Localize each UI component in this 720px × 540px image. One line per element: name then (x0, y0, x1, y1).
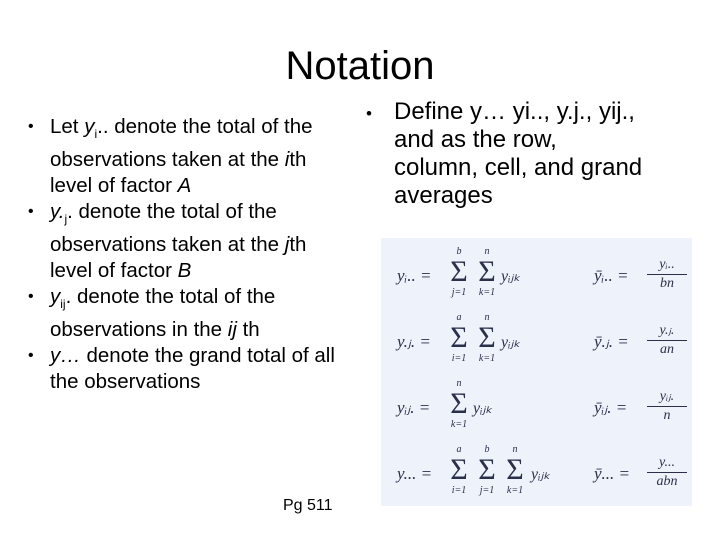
fraction-numerator: yᵢ.. (647, 256, 687, 275)
define-text (366, 98, 706, 210)
sigma-symbol: b Σ j=1 (447, 246, 471, 298)
bullet-dot: • (366, 104, 372, 123)
symbol-dots: . (67, 200, 73, 224)
sigma-upper: n (456, 378, 462, 389)
symbol-y: y. (50, 200, 65, 224)
bullet-row-total (28, 114, 338, 199)
formula-average: ȳᵢ.. = (594, 266, 629, 285)
bullet-text: denote the grand total of all the observations (50, 344, 335, 394)
slide-title: Notation (285, 44, 435, 88)
symbol-subscript: ij (60, 297, 66, 312)
symbol-dots: . (65, 285, 72, 309)
fraction-denominator: bn (660, 276, 674, 291)
sigma-upper: a (456, 444, 462, 455)
sigma-symbol: n Σ k=1 (447, 378, 471, 430)
bullet-text: denote the total of the observations taken at the (50, 115, 313, 172)
formula-fraction (647, 454, 687, 491)
sigma-lower: j=1 (479, 485, 495, 496)
define-line-2: and as the row, (394, 126, 557, 153)
bullet-text-2: th level of factor (50, 148, 307, 198)
fraction-denominator: an (660, 342, 674, 357)
sigma-upper: n (512, 444, 518, 455)
fraction-denominator: abn (656, 474, 678, 489)
formula-lhs: y.ⱼ. = (397, 332, 431, 351)
symbol-dots: .. (97, 115, 109, 138)
define-line-3: column, cell, and grand (394, 154, 643, 181)
index-var: i (284, 148, 290, 172)
define-line-4: averages (394, 182, 493, 209)
symbol-y: y (84, 115, 95, 138)
sigma-lower: k=1 (450, 419, 468, 430)
sigma-lower: i=1 (451, 485, 467, 496)
formula-lhs: y... = (397, 464, 433, 483)
formula-term: yᵢⱼₖ (501, 334, 521, 351)
bullet-grand-total (28, 343, 338, 395)
factor-name: A (177, 174, 192, 198)
symbol-y: y (50, 285, 61, 309)
factor-name: B (177, 259, 192, 283)
bullet-column-total (28, 199, 338, 284)
formula-term: yᵢⱼₖ (473, 400, 493, 417)
symbol-subscript: j (64, 212, 68, 227)
formula-term: yᵢⱼₖ (531, 466, 551, 483)
sigma-lower: k=1 (478, 353, 496, 364)
fraction-numerator: yᵢⱼ. (647, 388, 687, 407)
bullet-dot: • (28, 347, 34, 365)
fraction-numerator: y.ⱼ. (647, 322, 687, 341)
sigma-upper: b (484, 444, 490, 455)
formula-average: ȳ.ⱼ. = (594, 332, 629, 351)
sigma-symbol: n Σ k=1 (475, 246, 499, 298)
sigma-upper: b (456, 246, 462, 257)
formula-row-cell-total (381, 376, 692, 436)
sigma-lower: k=1 (506, 485, 524, 496)
formula-row-grand-total (381, 442, 692, 502)
symbol-subscript: i (94, 127, 98, 142)
formula-average: ȳ... = (594, 464, 631, 483)
sigma-symbol: b Σ j=1 (475, 444, 499, 496)
formula-lhs: yᵢ.. = (397, 266, 432, 285)
formula-row-column-total (381, 310, 692, 370)
sigma-upper: n (484, 246, 490, 257)
sigma-symbol: a Σ i=1 (447, 444, 471, 496)
fraction-numerator: y... (647, 454, 687, 473)
formula-image (381, 238, 692, 506)
bullet-dot: • (28, 118, 34, 135)
index-var: j (284, 233, 290, 257)
page-reference: Pg 511 (283, 497, 333, 514)
define-line-1: Define y… yi.., y.j., yij., (394, 98, 635, 125)
sigma-symbol: a Σ i=1 (447, 312, 471, 364)
formula-term: yᵢⱼₖ (501, 268, 521, 285)
formula-fraction (647, 322, 687, 359)
bullet-text: denote the total of the observations in the (50, 285, 276, 342)
sigma-lower: i=1 (451, 353, 467, 364)
sigma-lower: j=1 (451, 287, 467, 298)
sigma-upper: n (484, 312, 490, 323)
bullet-text: denote the total of the observations taken at the (50, 200, 285, 257)
bullet-cell-total (28, 284, 338, 343)
sigma-symbol: n Σ k=1 (475, 312, 499, 364)
bullet-dot: • (28, 203, 34, 221)
bullet-pre: Let (50, 115, 85, 138)
sigma-lower: k=1 (478, 287, 496, 298)
formula-lhs: yᵢⱼ. = (397, 398, 431, 417)
left-bullet-list (28, 114, 338, 395)
formula-fraction (647, 388, 687, 425)
symbol-y: y… (50, 344, 81, 368)
fraction-denominator: n (663, 408, 671, 423)
sigma-symbol: n Σ k=1 (503, 444, 527, 496)
sigma-upper: a (456, 312, 462, 323)
formula-fraction (647, 256, 687, 293)
bullet-text-2: th (236, 318, 260, 342)
formula-average: ȳᵢⱼ. = (594, 398, 628, 417)
define-averages-bullet (366, 98, 706, 210)
bullet-dot: • (28, 288, 34, 306)
bullet-text-2: th level of factor (50, 233, 307, 283)
index-var: ij (227, 318, 237, 342)
formula-row-row-total (381, 244, 692, 304)
